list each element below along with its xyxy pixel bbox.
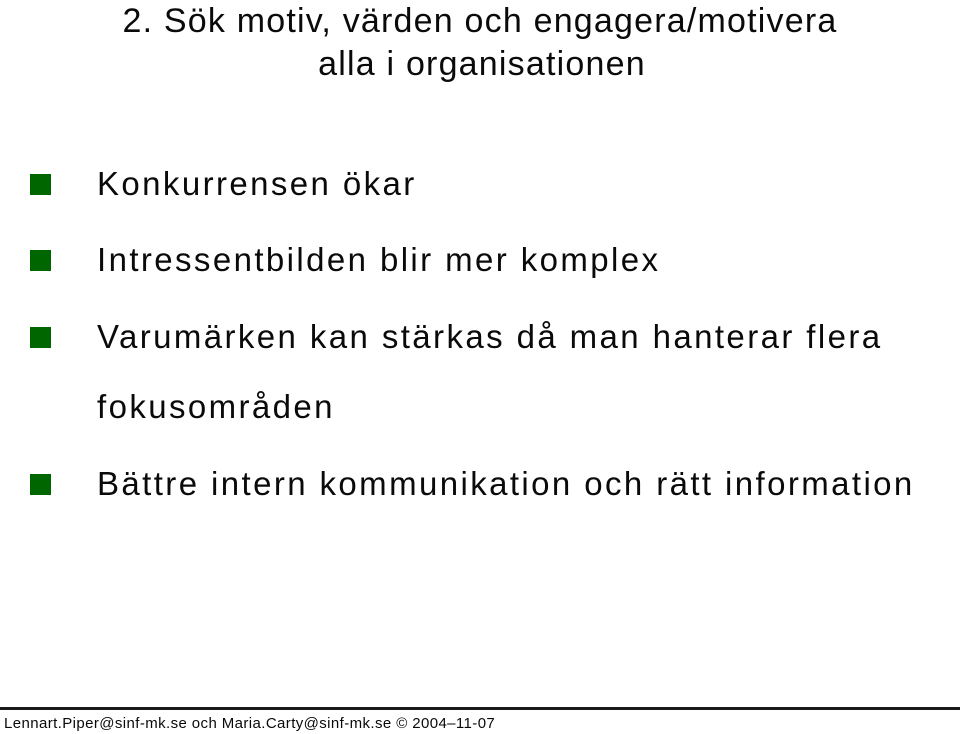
square-bullet-icon [30, 250, 51, 271]
footer-credits: Lennart.Piper@sinf-mk.se och Maria.Carty@sinf-mk.se © 2004–11-07 [4, 715, 496, 732]
bullet-text: Konkurrensen ökar [97, 165, 417, 202]
slide-title-line-1: 2. Sök motiv, värden och engagera/motivera [122, 2, 838, 40]
footer-divider [0, 707, 960, 710]
slide-title [0, 0, 960, 86]
square-bullet-icon [30, 474, 51, 495]
square-bullet-icon [30, 174, 51, 195]
slide-title-line-2: alla i organisationen [318, 45, 646, 83]
bullet-text [97, 317, 882, 427]
bullet-text-line: Varumärken kan stärkas då man hanterar flera [97, 318, 883, 355]
bullet-text-continuation: fokusområden [97, 388, 335, 425]
bullet-text: Bättre intern kommunikation och rätt information [97, 465, 915, 502]
bullet-text: Intressentbilden blir mer komplex [97, 241, 661, 278]
square-bullet-icon [30, 327, 51, 348]
